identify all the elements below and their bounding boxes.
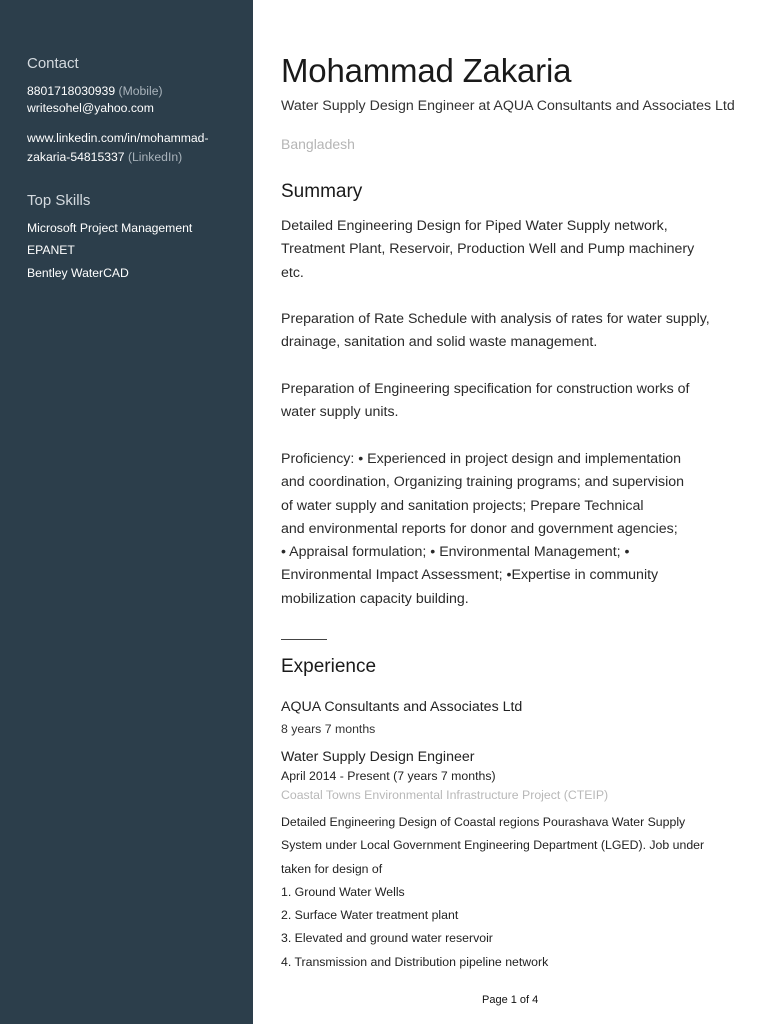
page-number: Page 1 of 4 [482,994,539,1006]
summary-line: mobilization capacity building. [281,590,469,607]
list-item: 1. Ground Water Wells [281,884,405,899]
description-line: Detailed Engineering Design of Coastal regions Pourashava Water Supply [281,815,686,829]
list-item: 2. Surface Water treatment plant [281,908,459,923]
summary-line: Preparation of Engineering specification for construction works of [281,381,690,397]
skill-item: Microsoft Project Management [27,221,193,235]
linkedin-link[interactable]: www.linkedin.com/in/mohammad- [27,131,209,145]
summary-paragraph [281,448,684,611]
summary-line: Proficiency: • Experienced in project design and implementation [281,451,682,467]
top-skills-heading: Top Skills [27,192,91,209]
email-link[interactable]: writesohel@yahoo.com [27,101,154,115]
description-line: taken for design of [281,861,383,876]
summary-line: and coordination, Organizing training programs; and supervision [281,474,684,491]
skill-item: Bentley WaterCAD [27,266,129,280]
summary-line: and environmental reports for donor and government agencies; [281,520,678,537]
description-line: System under Local Government Engineering Department (LGED). Job under [281,838,705,853]
profile-headline: Water Supply Design Engineer at AQUA Consultants and Associates Ltd [281,98,735,114]
summary-line: Detailed Engineering Design for Piped Water Supply network, [281,218,668,234]
job-title: Water Supply Design Engineer [281,749,475,765]
company-name: AQUA Consultants and Associates Ltd [281,699,523,715]
linkedin-line-2 [27,148,182,166]
phone-number[interactable]: 8801718030939 [27,84,116,98]
phone-line [27,82,163,100]
summary-line: Preparation of Rate Schedule with analysis of rates for water supply, [281,311,710,327]
summary-line: Treatment Plant, Reservoir, Production Well and Pump machinery [281,241,695,258]
summary-paragraph [281,378,690,425]
summary-line: water supply units. [281,404,399,421]
job-dates: April 2014 - Present (7 years 7 months) [281,769,496,783]
job-description [281,811,704,974]
skill-item: EPANET [27,243,75,257]
profile-name: Mohammad Zakaria [281,52,572,89]
list-item: 4. Transmission and Distribution pipeline network [281,954,549,969]
main-content [253,0,768,1024]
project-name: Coastal Towns Environmental Infrastructure Project (CTEIP) [281,788,609,802]
section-divider [281,639,327,640]
summary-line: drainage, sanitation and solid waste management. [281,334,598,351]
linkedin-type: (LinkedIn) [127,150,183,164]
summary-paragraph [281,308,710,355]
summary-paragraph [281,215,694,285]
summary-line: etc. [281,264,304,281]
linkedin-link-cont[interactable]: zakaria-54815337 [27,150,125,164]
profile-location: Bangladesh [281,136,355,152]
summary-line: Environmental Impact Assessment; •Expertise in community [281,567,659,584]
summary-line: • Appraisal formulation; • Environmental Management; • [281,544,630,561]
summary-line: of water supply and sanitation projects; Prepare Technical [281,497,644,514]
sidebar [0,0,253,1024]
experience-heading: Experience [281,656,377,677]
summary-heading: Summary [281,181,363,202]
phone-type: (Mobile) [118,84,163,98]
contact-heading: Contact [27,55,79,72]
company-duration: 8 years 7 months [281,722,376,736]
list-item: 3. Elevated and ground water reservoir [281,931,493,946]
